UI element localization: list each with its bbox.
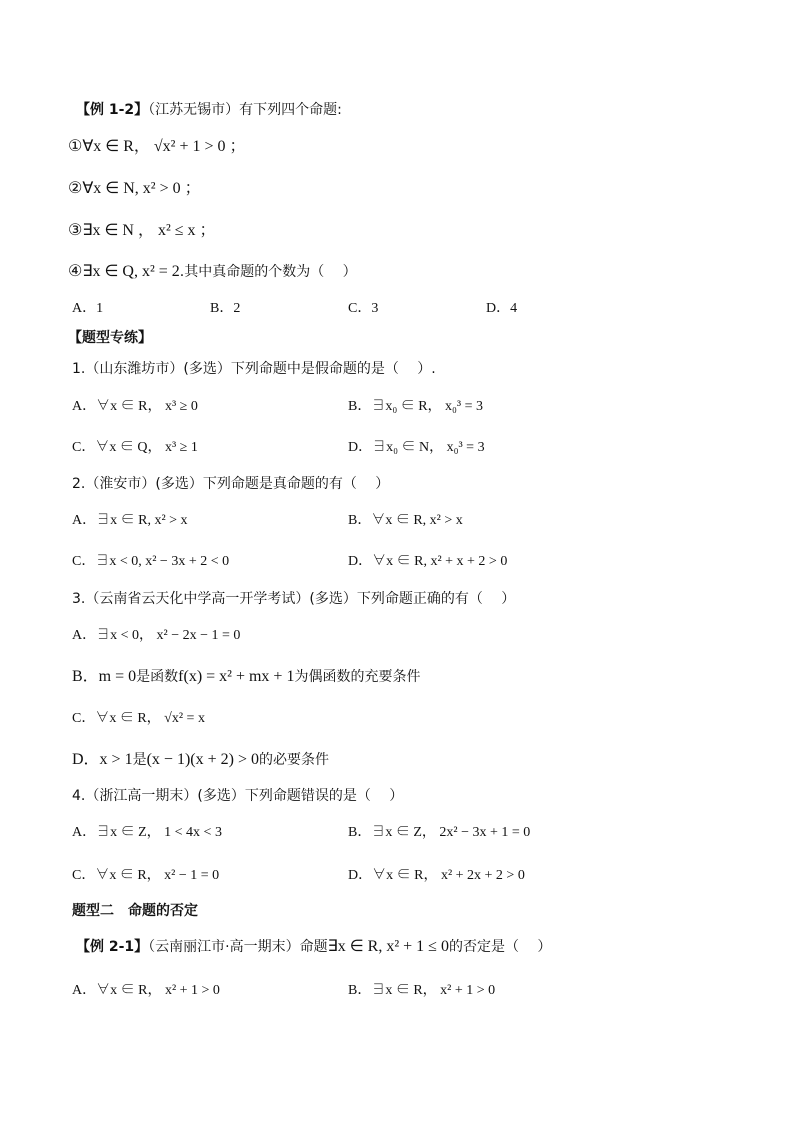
q1-option-c: C．∀x ∈ Q， x³ ≥ 1 [72, 440, 198, 455]
q3-option-b-condition: B．m = 0 [72, 668, 137, 685]
q2-option-a: A．∃x ∈ R, x² > x [72, 513, 188, 528]
q1-option-a: A．∀x ∈ R， x³ ≥ 0 [72, 399, 198, 414]
example-2-1-proposition: ∃x ∈ R, x² + 1 ≤ 0 [327, 938, 449, 955]
example-2-1-source: （云南丽江市·高一期末）命题 [148, 939, 328, 955]
question-3-stem: 3.（云南省云天化中学高一开学考试）(多选）下列命题正确的有（ ） [72, 591, 516, 607]
q3-option-b-text-1: 是函数 [136, 669, 179, 685]
proposition-3: ③∃x ∈ N ， x² ≤ x ； [68, 222, 216, 239]
example-2-1-tail: 的否定是（ ） [448, 939, 552, 955]
example-label: 【例 1-2】 [76, 102, 149, 118]
q3-option-d-condition: D．x > 1 [72, 751, 133, 768]
section-2-title: 题型二 命题的否定 [72, 903, 198, 919]
ex21-option-a: A．∀x ∈ R， x² + 1 > 0 [72, 983, 220, 998]
question-2-stem: 2.（淮安市）(多选）下列命题是真命题的有（ ） [72, 476, 390, 492]
q4-option-b: B．∃x ∈ Z， 2x² − 3x + 1 = 0 [348, 825, 531, 840]
ex21-option-b: B．∃x ∈ R， x² + 1 > 0 [348, 983, 496, 998]
q2-option-b: B．∀x ∈ R, x² > x [348, 513, 463, 528]
question-4-stem: 4.（浙江高一期末）(多选）下列命题错误的是（ ） [72, 788, 404, 804]
q4-option-c: C．∀x ∈ R， x² − 1 = 0 [72, 868, 220, 883]
ex12-option-c: C．3 [348, 301, 379, 316]
ex12-option-d: D．4 [486, 301, 518, 316]
example-2-1-label: 【例 2-1】 [76, 939, 149, 955]
q3-option-b [72, 667, 420, 687]
q1-option-d: D．∃x₀ ∈ N， x₀³ = 3 [348, 440, 485, 455]
q4-option-a: A．∃x ∈ Z， 1 < 4x < 3 [72, 825, 222, 840]
proposition-2: ②∀x ∈ N, x² > 0 ； [68, 180, 201, 197]
q4-option-d: D．∀x ∈ R， x² + 2x + 2 > 0 [348, 868, 525, 883]
example-source: （江苏无锡市）有下列四个命题: [148, 102, 342, 118]
q3-option-b-function: f(x) = x² + mx + 1 [178, 668, 295, 685]
q2-option-d: D．∀x ∈ R, x² + x + 2 > 0 [348, 554, 508, 569]
proposition-1: ①∀x ∈ R， √x² + 1 > 0 ； [68, 138, 246, 155]
proposition-4-math: ④∃x ∈ Q, x² = 2 [68, 263, 180, 280]
q3-option-a: A．∃x < 0， x² − 2x − 1 = 0 [72, 628, 241, 643]
q3-option-c: C．∀x ∈ R， √x² = x [72, 711, 205, 726]
question-1-stem: 1.（山东潍坊市）(多选）下列命题中是假命题的是（ ）. [72, 361, 436, 377]
example-2-1 [76, 937, 551, 957]
q2-option-c: C．∃x < 0, x² − 3x + 2 < 0 [72, 554, 230, 569]
example-1-2-heading [76, 100, 342, 120]
q3-option-d-text-2: 的必要条件 [258, 752, 329, 768]
q3-option-d-text-1: 是 [132, 752, 147, 768]
proposition-4-text: .其中真命题的个数为（ ） [179, 264, 357, 280]
ex12-option-a: A．1 [72, 301, 104, 316]
ex12-option-b: B．2 [210, 301, 241, 316]
q3-option-d [72, 750, 329, 770]
q1-option-b: B．∃x₀ ∈ R， x₀³ = 3 [348, 399, 484, 414]
q3-option-d-expression: (x − 1)(x + 2) > 0 [146, 751, 259, 768]
practice-heading: 【题型专练】 [68, 330, 152, 346]
proposition-4 [68, 262, 357, 282]
q3-option-b-text-2: 为偶函数的充要条件 [294, 669, 421, 685]
